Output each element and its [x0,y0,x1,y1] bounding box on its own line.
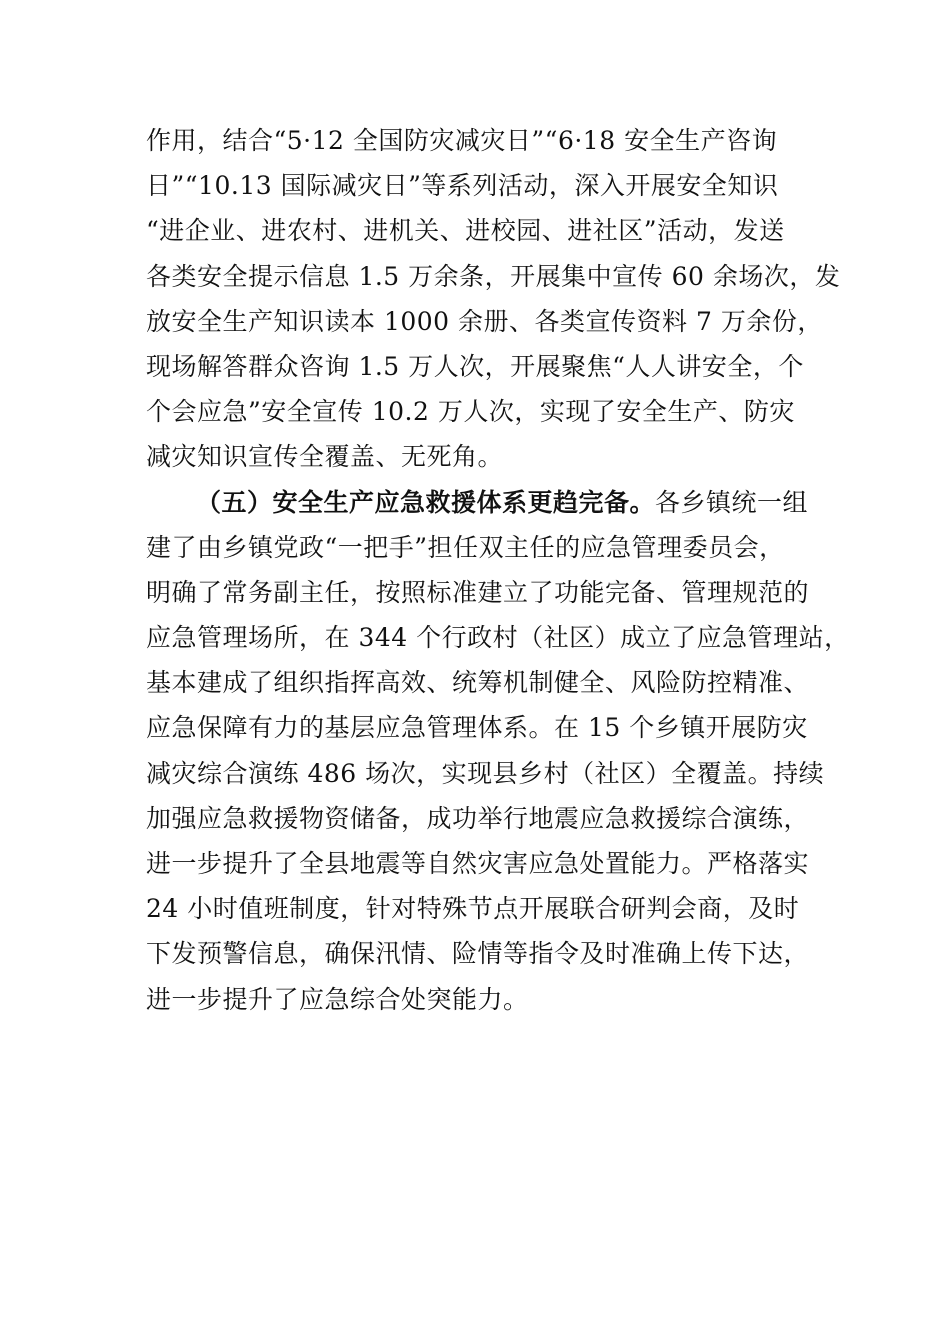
text-line: 应急保障有力的基层应急管理体系。在 15 个乡镇开展防灾 [146,713,808,743]
text-line: 24 小时值班制度，针对特殊节点开展联合研判会商，及时 [146,894,800,924]
paragraph-emergency-rescue [146,480,850,1022]
text-line: 各类安全提示信息 1.5 万余条，开展集中宣传 60 余场次，发 [146,261,841,291]
text-line: 应急管理场所，在 344 个行政村（社区）成立了应急管理站， [146,623,850,653]
text-line: 建了由乡镇党政“一把手”担任双主任的应急管理委员会， [146,532,785,562]
paragraph-publicity [146,118,841,480]
text-line: 加强应急救援物资储备，成功举行地震应急救援综合演练， [146,803,810,833]
text-segment: 各乡镇统一组 [655,487,809,517]
text-line: 下发预警信息，确保汛情、险情等指令及时准确上传下达， [146,939,810,969]
text-line: 个会应急”安全宣传 10.2 万人次，实现了安全生产、防灾 [146,397,795,427]
document-body [146,118,850,1022]
section-first-line [146,480,836,525]
text-line: 明确了常务副主任，按照标准建立了功能完备、管理规范的 [146,577,810,607]
text-line: 进一步提升了全县地震等自然灾害应急处置能力。严格落实 [146,849,810,878]
text-line: 基本建成了组织指挥高效、统筹机制健全、风险防控精准、 [146,668,810,698]
text-line: 放安全生产知识读本 1000 余册、各类宣传资料 7 万余份， [146,306,823,336]
text-line: 减灾知识宣传全覆盖、无死角。 [146,442,504,472]
text-line: 进一步提升了应急综合处突能力。 [146,984,529,1014]
text-line: 作用，结合“5·12 全国防灾减灾日”“6·18 安全生产咨询 [146,126,778,155]
section-heading: （五）安全生产应急救援体系更趋完备。 [196,487,656,517]
text-line: “进企业、进农村、进机关、进校园、进社区”活动，发送 [146,216,785,246]
text-line: 日”“10.13 国际减灾日”等系列活动，深入开展安全知识 [146,171,779,201]
text-line: 现场解答群众咨询 1.5 万人次，开展聚焦“人人讲安全，个 [146,351,804,381]
text-line: 减灾综合演练 486 场次，实现县乡村（社区）全覆盖。持续 [146,758,825,788]
